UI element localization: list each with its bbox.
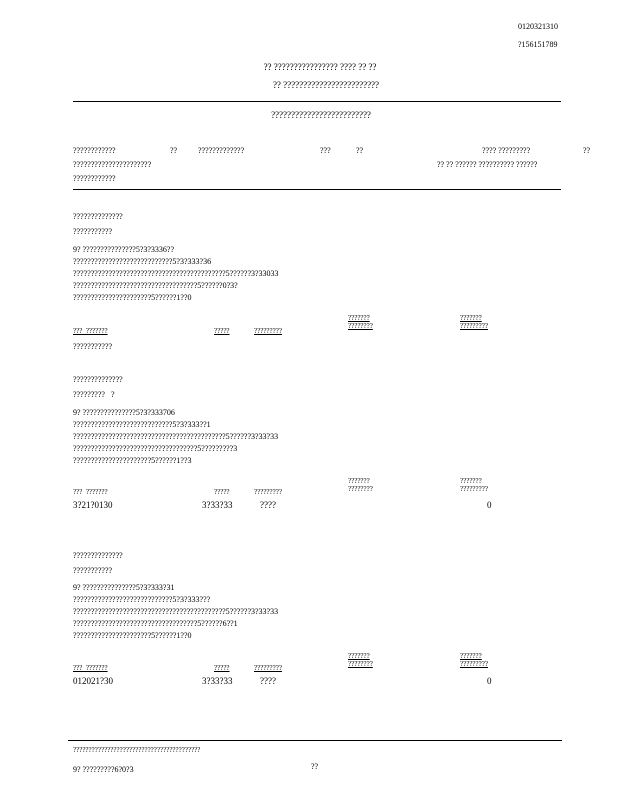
reference-number: 0120321310 [518,22,558,31]
row-value: 3?33?33 [202,676,233,686]
document-title: ?? ???????????????? ???? ?? ?? [263,62,377,72]
footer-divider [68,740,562,741]
page-number: ?? [311,762,319,771]
record-line: ??????????????????????5??????1??0 [73,293,192,302]
column-header: ??????? ???????? [348,477,373,493]
info-cell: ???? ????????? [482,146,531,155]
record-line: ??????????????????????5??????1??0 [73,631,192,640]
row-value: 0 [487,500,492,510]
info-cell: ??? [320,146,331,155]
section-heading: ?????????????? [73,551,123,560]
column-header: ??????? ????????? [460,652,488,668]
info-cell: ?? [356,146,364,155]
record-line: ???????????????????????????????????5??????6??1 [73,619,238,628]
row-value: ??????????? [73,342,113,351]
record-line: 9? ???????????????5?3?3336?? [73,245,175,254]
record-line: ???????????????????????????????????????????5??????3?33033 [73,269,279,278]
record-line: ????????????????????????????5?3?333??? [73,595,211,604]
section-heading: ?????????????? [73,212,123,221]
record-line: ???????????????????????????????????5?????????3 [73,444,238,453]
info-label: ?????????????????????? [73,160,152,169]
section-subheading: ??????????? [73,227,113,236]
row-value: 3?21?0130 [73,500,113,510]
record-line: ??????????????????????5??????1??3 [73,456,192,465]
record-line: ????????????????????????????5?3?333??1 [73,420,211,429]
column-header: ????? [214,488,230,496]
column-header: ????? [214,664,230,672]
row-value: ???? [260,500,276,510]
section-heading: ?????????????? [73,375,123,384]
footer-line: ????????????????????????????????????????? [73,746,201,754]
footer-reference: 9? ?????????6?0?3 [73,765,134,774]
column-header: ??? ??????? [73,664,108,672]
info-cell: ?? [170,146,178,155]
info-label: ???????????? [73,146,116,155]
column-header: ??????? ???????? [348,652,373,668]
info-cell: ????????????? [198,146,245,155]
record-line: ???????????????????????????????????????????5??????3?33?33 [73,607,279,616]
record-line: ????????????????????????????5?3?333?36 [73,257,212,266]
record-line: 9? ???????????????5?3?333?31 [73,583,175,592]
document-subtitle: ?? ???????????????????????? [272,80,380,90]
section-caption: ????????????????????????? [271,110,371,120]
section-subheading: ????????? ? [73,390,115,399]
column-header: ????????? [254,488,282,496]
record-line: ???????????????????????????????????5??????0?3? [73,281,238,290]
row-value: 3?33?33 [202,500,233,510]
reference-number-secondary: ?156151789 [518,40,558,49]
row-value: 0 [487,676,492,686]
row-value: ???? [260,676,276,686]
info-cell: ?? ?? ?????? ?????????? ?????? [437,160,538,169]
column-header: ??? ??????? [73,327,108,335]
column-header: ??????? ???????? [348,314,373,330]
column-header: ????? [214,327,230,335]
column-header: ????????? [254,664,282,672]
record-line: 9? ???????????????5?3?333706 [73,408,175,417]
divider [73,101,561,102]
row-value: 012021?30 [73,676,113,686]
column-header: ??????? ????????? [460,477,488,493]
column-header: ????????? [254,327,282,335]
info-cell: ?? [583,146,591,155]
column-header: ??? ??????? [73,488,108,496]
column-header: ??????? ????????? [460,314,488,330]
record-line: ???????????????????????????????????????????5??????3?33?33 [73,432,279,441]
info-label: ???????????? [73,174,116,183]
section-subheading: ??????????? [73,566,113,575]
divider [73,189,561,190]
